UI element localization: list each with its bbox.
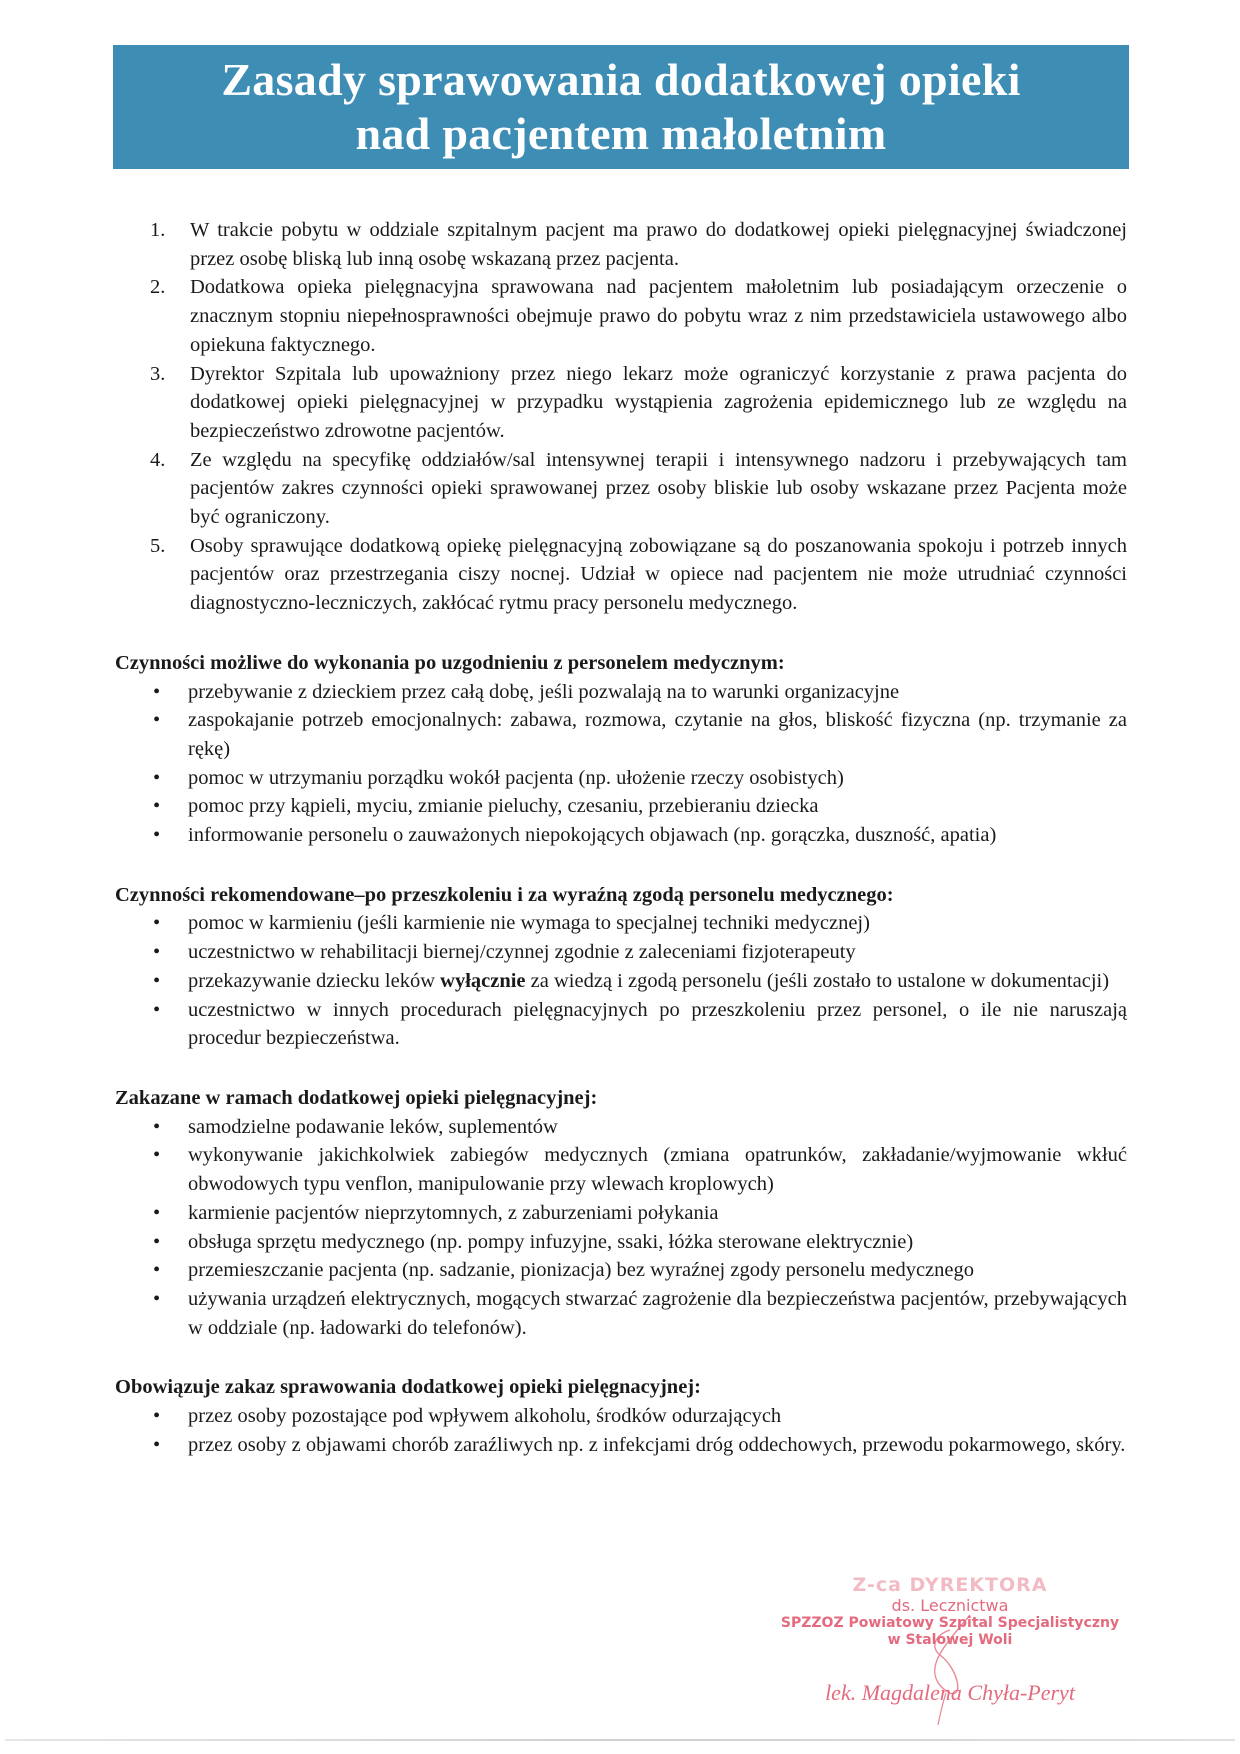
director-stamp [770,1575,1130,1705]
bullet-icon: • [153,1287,161,1310]
rule-item [115,360,1127,446]
list-item-text: zaspokajanie potrzeb emocjonalnych: zabawa, rozmowa, czytanie na głos, bliskość fizyczna (np. trzymanie za rękę) [188,709,1127,760]
list-item [115,792,1127,821]
bullet-list [115,678,1127,850]
rule-number: 4. [150,448,166,471]
list-item-text: pomoc w karmieniu (jeśli karmienie nie wymaga to specjalnej techniki medycznej) [188,912,870,935]
list-item [115,967,1127,996]
title-line-2: nad pacjentem małoletnim [355,108,887,159]
list-item-text: pomoc w utrzymaniu porządku wokół pacjenta (np. ułożenie rzeczy osobistych) [188,766,844,789]
bullet-icon: • [153,824,161,847]
section-forbidden-activities [115,1084,1127,1342]
list-item-text: uczestnictwo w rehabilitacji biernej/czynnej zgodnie z zaleceniami fizjoterapeuty [188,941,856,964]
document-body [115,216,1127,1459]
bullet-list [115,1402,1127,1459]
list-item [115,1285,1127,1342]
rule-text: Dyrektor Szpitala lub upoważniony przez niego lekarz może ograniczyć korzystanie z prawa pacjenta do dodatkowej opieki pielęgnacyjnej w przypadku wystąpienia zagrożenia epidemicznego lub ze względu na bezpieczeństwo zdrowotne pacjentów. [190,362,1127,442]
rule-item [115,446,1127,532]
rule-number: 1. [150,219,166,241]
bullet-icon: • [153,709,161,732]
stamp-location: w Stalowej Woli [887,1632,1013,1648]
list-item-text: przebywanie z dzieckiem przez całą dobę, jeśli pozwalają na to warunki organizacyjne [188,680,900,703]
bullet-icon: • [153,766,161,789]
bullet-icon: • [153,912,161,935]
title-banner [113,45,1129,169]
list-item [115,1256,1127,1285]
section-care-prohibition [115,1373,1127,1459]
section-heading: Czynności możliwe do wykonania po uzgodnieniu z personelem medycznym: [115,651,785,674]
bullet-icon: • [153,1144,161,1167]
list-item [115,706,1127,763]
list-item [115,1228,1127,1257]
list-item [115,938,1127,967]
list-item [115,1113,1127,1142]
rule-item [115,532,1127,618]
list-item [115,909,1127,938]
stamp-signature-name: lek. Magdalena Chyła-Peryt [825,1680,1075,1705]
rules-list [115,216,1127,618]
bullet-icon: • [153,680,161,703]
bullet-list [115,909,1127,1053]
list-item-text: za wiedzą i zgodą personelu (jeśli zostało to ustalone w dokumentacji) [525,969,1110,992]
section-heading: Obowiązuje zakaz sprawowania dodatkowej opieki pielęgnacyjnej: [115,1376,701,1399]
list-item-text: uczestnictwo w innych procedurach pielęgnacyjnych po przeszkoleniu przez personel, o ile nie naruszają procedur bezpieczeństwa. [188,998,1127,1050]
list-item [115,1141,1127,1198]
signature-scribble-icon [770,1575,1130,1725]
rule-number: 3. [150,362,166,385]
bullet-list [115,1113,1127,1343]
section-recommended-activities [115,881,1127,1053]
bullet-icon: • [153,1201,161,1224]
list-item [115,678,1127,707]
page-bottom-divider [5,1739,1235,1741]
stamp-institution: SPZZOZ Powiatowy Szpital Specjalistyczny [780,1615,1120,1631]
list-item [115,1402,1127,1431]
stamp-title: Z-ca DYREKTORA [852,1574,1048,1596]
rule-text: Ze względu na specyfikę oddziałów/sal intensywnej terapii i intensywnego nadzoru i przebywających tam pacjentów zakres czynności opieki sprawowanej przez osoby bliskie lub osoby wskazane przez Pacjenta może być ograniczony. [190,448,1127,529]
bullet-icon: • [153,1115,161,1138]
list-item-text: przez osoby pozostające pod wpływem alkoholu, środków odurzających [188,1405,782,1428]
rule-item [115,216,1127,273]
section-allowed-activities [115,649,1127,850]
rule-text: Osoby sprawujące dodatkową opiekę pielęgnacyjną zobowiązane są do poszanowania spokoju i potrzeb innych pacjentów oraz przestrzegania ciszy nocnej. Udział w opiece nad pacjentem nie może utrudniać czynności diagnostyczno-leczniczych, zakłócać rytmu pracy personelu medycznego. [190,534,1127,615]
bullet-icon: • [153,969,161,992]
emphasis-text: wyłącznie [440,969,526,992]
list-item-text: wykonywanie jakichkolwiek zabiegów medycznych (zmiana opatrunków, zakładanie/wyjmowanie wkłuć obwodowych typu venflon, manipulowanie przy wlewach kroplowych) [188,1144,1127,1196]
list-item-text: przemieszczanie pacjenta (np. sadzanie, pionizacja) bez wyraźnej zgody personelu medycznego [188,1259,975,1282]
bullet-icon: • [153,941,161,964]
list-item-text: karmienie pacjentów nieprzytomnych, z zaburzeniami połykania [188,1201,719,1224]
rule-number: 5. [150,534,166,557]
bullet-icon: • [153,1259,161,1282]
list-item [115,821,1127,850]
list-item [115,1431,1127,1460]
section-heading: Zakazane w ramach dodatkowej opieki pielęgnacyjnej: [115,1086,598,1109]
list-item-text: informowanie personelu o zauważonych niepokojących objawach (np. gorączka, duszność, apatia) [188,824,997,847]
title-line-1: Zasady sprawowania dodatkowej opieki [221,54,1021,105]
rule-text: Dodatkowa opieka pielęgnacyjna sprawowana nad pacjentem małoletnim lub posiadającym orzeczenie o znacznym stopniu niepełnosprawności obejmuje prawo do pobytu wraz z nim przedstawiciela ustawowego albo opiekuna faktycznego. [190,276,1127,356]
stamp-department: ds. Lecznictwa [891,1596,1009,1615]
rule-item [115,273,1127,359]
list-item [115,1199,1127,1228]
bullet-icon: • [153,1405,161,1428]
list-item-text: przekazywanie dziecku leków [188,969,441,992]
list-item-text: samodzielne podawanie leków, suplementów [188,1115,558,1138]
section-heading: Czynności rekomendowane–po przeszkoleniu i za wyraźną zgodą personelu medycznego: [115,883,894,906]
list-item-text: pomoc przy kąpieli, myciu, zmianie pieluchy, czesaniu, przebieraniu dziecka [188,795,819,818]
bullet-icon: • [153,1230,161,1253]
rule-number: 2. [150,276,166,299]
bullet-icon: • [153,1433,161,1456]
bullet-icon: • [153,795,161,818]
list-item-text: obsługa sprzętu medycznego (np. pompy infuzyjne, ssaki, łóżka sterowane elektrycznie) [188,1230,914,1253]
list-item [115,996,1127,1053]
list-item-text: przez osoby z objawami chorób zaraźliwych np. z infekcjami dróg oddechowych, przewodu pokarmowego, skóry. [188,1433,1126,1456]
rule-text: W trakcie pobytu w oddziale szpitalnym pacjent ma prawo do dodatkowej opieki pielęgnacyjnej świadczonej przez osobę bliską lub inną osobę wskazaną przez pacjenta. [190,219,1127,270]
bullet-icon: • [153,998,161,1021]
list-item [115,764,1127,793]
list-item-text: używania urządzeń elektrycznych, mogących stwarzać zagrożenie dla bezpieczeństwa pacjentów, przebywających w oddziale (np. ładowarki do telefonów). [188,1287,1127,1339]
